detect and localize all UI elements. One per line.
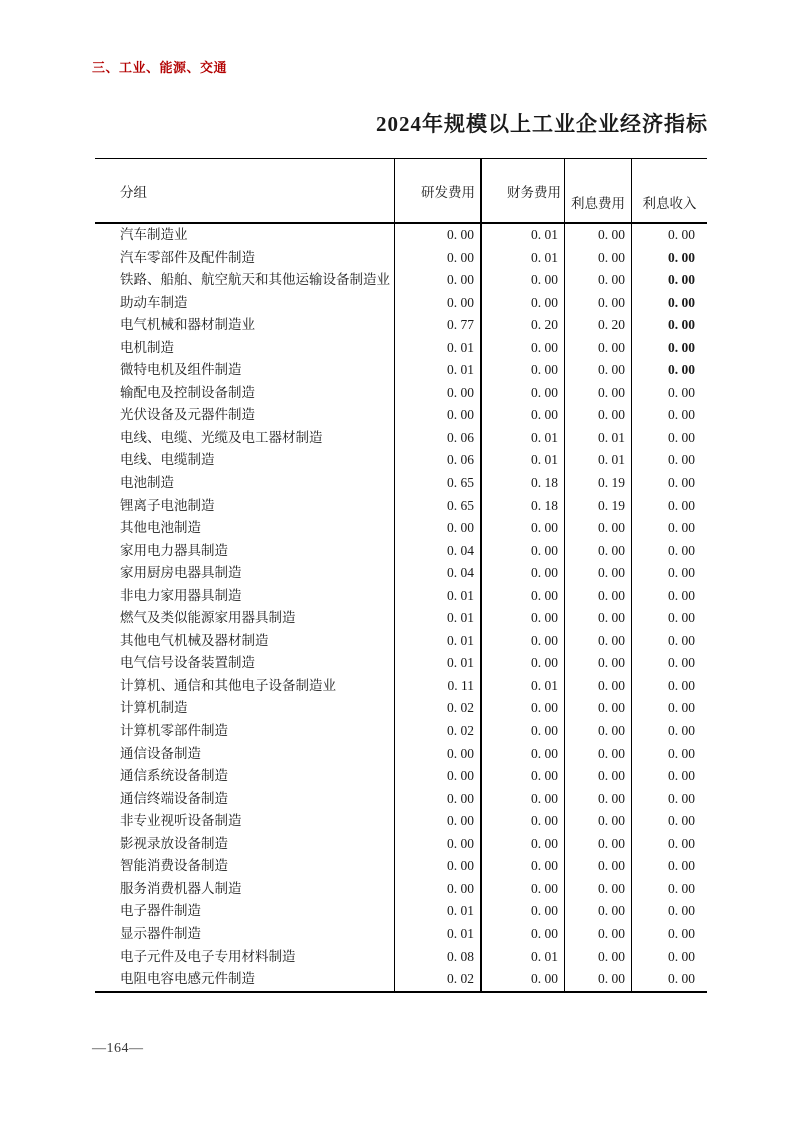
table-row [95,765,707,788]
cell-interest-expense: 0. 00 [565,540,632,563]
cell-interest-expense: 0. 00 [565,337,632,360]
row-label: 电气信号设备装置制造 [95,652,395,675]
cell-financial-expense: 0. 00 [482,788,565,811]
cell-interest-income: 0. 00 [668,723,695,739]
row-label: 智能消费设备制造 [95,855,395,878]
cell-financial-expense: 0. 00 [482,607,565,630]
cell-interest-income: 0. 00 [668,429,695,445]
cell-financial-expense: 0. 00 [482,923,565,946]
cell-rd-expense: 0. 00 [395,292,482,315]
cell-rd-expense: 0. 02 [395,697,482,720]
cell-financial-expense: 0. 01 [482,224,565,247]
row-label: 通信终端设备制造 [95,788,395,811]
page-number: —164— [92,1041,144,1056]
cell-rd-expense: 0. 02 [395,968,482,991]
cell-rd-expense: 0. 00 [395,788,482,811]
row-label: 其他电池制造 [95,517,395,540]
table-row [95,359,707,382]
cell-interest-expense: 0. 00 [565,900,632,923]
cell-interest-expense: 0. 00 [565,765,632,788]
cell-rd-expense: 0. 02 [395,720,482,743]
cell-interest-income: 0. 00 [668,520,695,536]
cell-financial-expense: 0. 00 [482,968,565,991]
cell-interest-expense: 0. 01 [565,427,632,450]
cell-interest-income: 0. 00 [668,813,695,829]
cell-interest-expense: 0. 00 [565,743,632,766]
row-label: 锂离子电池制造 [95,495,395,518]
cell-financial-expense: 0. 01 [482,247,565,270]
row-label: 影视录放设备制造 [95,833,395,856]
table-row [95,472,707,495]
cell-rd-expense: 0. 00 [395,833,482,856]
row-label: 家用电力器具制造 [95,540,395,563]
table-row [95,314,707,337]
table-row [95,968,707,991]
cell-rd-expense: 0. 77 [395,314,482,337]
cell-financial-expense: 0. 00 [482,743,565,766]
row-label: 电阻电容电感元件制造 [95,968,395,991]
cell-interest-expense: 0. 00 [565,697,632,720]
cell-rd-expense: 0. 00 [395,382,482,405]
cell-rd-expense: 0. 04 [395,540,482,563]
table-row [95,269,707,292]
cell-interest-expense: 0. 00 [565,382,632,405]
row-label: 计算机零部件制造 [95,720,395,743]
table-row [95,833,707,856]
cell-interest-income: 0. 00 [668,317,695,333]
table-row [95,449,707,472]
cell-financial-expense: 0. 00 [482,697,565,720]
cell-interest-income: 0. 00 [668,362,695,378]
cell-rd-expense: 0. 00 [395,404,482,427]
table-row [95,878,707,901]
cell-financial-expense: 0. 00 [482,562,565,585]
cell-interest-income: 0. 00 [668,452,695,468]
cell-interest-expense: 0. 01 [565,449,632,472]
cell-interest-expense: 0. 00 [565,562,632,585]
row-label: 显示器件制造 [95,923,395,946]
cell-rd-expense: 0. 04 [395,562,482,585]
cell-rd-expense: 0. 01 [395,652,482,675]
cell-financial-expense: 0. 01 [482,675,565,698]
cell-interest-income: 0. 00 [668,768,695,784]
cell-financial-expense: 0. 00 [482,585,565,608]
cell-rd-expense: 0. 00 [395,878,482,901]
row-label: 光伏设备及元器件制造 [95,404,395,427]
cell-interest-expense: 0. 00 [565,652,632,675]
cell-rd-expense: 0. 01 [395,630,482,653]
cell-interest-income: 0. 00 [668,677,695,693]
row-label: 电子元件及电子专用材料制造 [95,946,395,969]
cell-financial-expense: 0. 00 [482,765,565,788]
cell-financial-expense: 0. 00 [482,337,565,360]
cell-financial-expense: 0. 00 [482,720,565,743]
cell-rd-expense: 0. 01 [395,923,482,946]
cell-interest-income: 0. 00 [668,610,695,626]
table-row [95,788,707,811]
cell-financial-expense: 0. 00 [482,810,565,833]
section-header: 三、工业、能源、交通 [92,60,228,75]
table-row [95,900,707,923]
cell-interest-income: 0. 00 [668,971,695,987]
row-label: 助动车制造 [95,292,395,315]
cell-interest-income: 0. 00 [668,587,695,603]
cell-interest-income: 0. 00 [668,655,695,671]
cell-financial-expense: 0. 20 [482,314,565,337]
cell-rd-expense: 0. 00 [395,247,482,270]
cell-financial-expense: 0. 00 [482,382,565,405]
cell-financial-expense: 0. 01 [482,946,565,969]
cell-interest-income: 0. 00 [668,880,695,896]
cell-interest-expense: 0. 00 [565,517,632,540]
cell-interest-expense: 0. 00 [565,585,632,608]
table-row [95,495,707,518]
cell-interest-expense: 0. 00 [565,968,632,991]
cell-rd-expense: 0. 65 [395,472,482,495]
cell-rd-expense: 0. 11 [395,675,482,698]
cell-interest-income: 0. 00 [668,925,695,941]
cell-interest-income: 0. 00 [668,542,695,558]
cell-financial-expense: 0. 00 [482,540,565,563]
row-label: 铁路、船舶、航空航天和其他运输设备制造业 [95,269,395,292]
cell-rd-expense: 0. 06 [395,427,482,450]
cell-financial-expense: 0. 00 [482,292,565,315]
cell-interest-income: 0. 00 [668,475,695,491]
cell-interest-income: 0. 00 [668,227,695,242]
table-row [95,540,707,563]
cell-rd-expense: 0. 00 [395,765,482,788]
table-row [95,427,707,450]
cell-interest-expense: 0. 00 [565,630,632,653]
cell-interest-income: 0. 00 [668,790,695,806]
cell-interest-expense: 0. 00 [565,224,632,247]
row-label: 家用厨房电器具制造 [95,562,395,585]
column-header-interest-expense: 利息费用 [565,159,632,222]
cell-interest-expense: 0. 00 [565,675,632,698]
cell-interest-expense: 0. 00 [565,923,632,946]
row-label: 通信系统设备制造 [95,765,395,788]
cell-financial-expense: 0. 00 [482,833,565,856]
table-row [95,337,707,360]
cell-financial-expense: 0. 00 [482,878,565,901]
table-row [95,743,707,766]
cell-interest-expense: 0. 00 [565,247,632,270]
cell-interest-expense: 0. 00 [565,833,632,856]
cell-financial-expense: 0. 18 [482,495,565,518]
table-row [95,652,707,675]
row-label: 电线、电缆制造 [95,449,395,472]
cell-financial-expense: 0. 00 [482,517,565,540]
row-label: 非专业视听设备制造 [95,810,395,833]
table-row [95,517,707,540]
table-row [95,697,707,720]
cell-interest-income: 0. 00 [668,339,695,355]
row-label: 电子器件制造 [95,900,395,923]
cell-interest-expense: 0. 19 [565,472,632,495]
cell-rd-expense: 0. 00 [395,517,482,540]
column-header-interest-income: 利息收入 [642,196,697,211]
cell-interest-income: 0. 00 [668,384,695,400]
cell-interest-income: 0. 00 [668,858,695,874]
cell-interest-income: 0. 00 [668,249,695,265]
cell-interest-income: 0. 00 [668,565,695,581]
cell-financial-expense: 0. 01 [482,427,565,450]
cell-interest-expense: 0. 20 [565,314,632,337]
page-title: 2024年规模以上工业企业经济指标 [376,112,708,136]
row-label: 汽车制造业 [95,224,395,247]
table-row [95,720,707,743]
cell-financial-expense: 0. 00 [482,900,565,923]
table-row [95,562,707,585]
cell-interest-expense: 0. 00 [565,404,632,427]
cell-interest-income: 0. 00 [668,903,695,919]
row-label: 计算机制造 [95,697,395,720]
column-header-group: 分组 [95,159,395,222]
cell-rd-expense: 0. 00 [395,855,482,878]
cell-rd-expense: 0. 00 [395,743,482,766]
row-label: 电气机械和器材制造业 [95,314,395,337]
cell-rd-expense: 0. 01 [395,359,482,382]
cell-financial-expense: 0. 00 [482,855,565,878]
cell-interest-expense: 0. 19 [565,495,632,518]
cell-rd-expense: 0. 00 [395,810,482,833]
cell-rd-expense: 0. 01 [395,585,482,608]
cell-rd-expense: 0. 00 [395,224,482,247]
cell-rd-expense: 0. 65 [395,495,482,518]
cell-interest-expense: 0. 00 [565,607,632,630]
cell-rd-expense: 0. 01 [395,607,482,630]
table-row [95,675,707,698]
cell-rd-expense: 0. 00 [395,269,482,292]
row-label: 非电力家用器具制造 [95,585,395,608]
cell-rd-expense: 0. 08 [395,946,482,969]
cell-financial-expense: 0. 00 [482,652,565,675]
row-label: 计算机、通信和其他电子设备制造业 [95,675,395,698]
table-row [95,923,707,946]
row-label: 其他电气机械及器材制造 [95,630,395,653]
table-row [95,607,707,630]
row-label: 服务消费机器人制造 [95,878,395,901]
cell-interest-expense: 0. 00 [565,292,632,315]
row-label: 输配电及控制设备制造 [95,382,395,405]
row-label: 电机制造 [95,337,395,360]
cell-interest-expense: 0. 00 [565,946,632,969]
column-header-rd-expense: 研发费用 [395,159,482,222]
cell-rd-expense: 0. 01 [395,900,482,923]
table-row [95,946,707,969]
cell-interest-expense: 0. 00 [565,878,632,901]
cell-rd-expense: 0. 01 [395,337,482,360]
cell-interest-income: 0. 00 [668,948,695,964]
data-table [95,158,707,993]
cell-interest-expense: 0. 00 [565,855,632,878]
table-header [95,159,707,224]
cell-interest-expense: 0. 00 [565,810,632,833]
table-row [95,292,707,315]
cell-interest-income: 0. 00 [668,497,695,513]
table-body [95,224,707,991]
cell-interest-income: 0. 00 [668,272,695,288]
table-row [95,224,707,247]
table-row [95,855,707,878]
row-label: 电池制造 [95,472,395,495]
cell-financial-expense: 0. 00 [482,404,565,427]
table-row [95,382,707,405]
cell-interest-expense: 0. 00 [565,720,632,743]
cell-financial-expense: 0. 00 [482,269,565,292]
cell-interest-income: 0. 00 [668,407,695,423]
cell-financial-expense: 0. 01 [482,449,565,472]
table-row [95,630,707,653]
table-row [95,585,707,608]
cell-interest-expense: 0. 00 [565,788,632,811]
table-row [95,404,707,427]
row-label: 燃气及类似能源家用器具制造 [95,607,395,630]
row-label: 汽车零部件及配件制造 [95,247,395,270]
cell-rd-expense: 0. 06 [395,449,482,472]
row-label: 微特电机及组件制造 [95,359,395,382]
cell-interest-income: 0. 00 [668,632,695,648]
cell-interest-expense: 0. 00 [565,359,632,382]
cell-interest-expense: 0. 00 [565,269,632,292]
cell-financial-expense: 0. 00 [482,359,565,382]
table-row [95,810,707,833]
cell-financial-expense: 0. 18 [482,472,565,495]
row-label: 电线、电缆、光缆及电工器材制造 [95,427,395,450]
cell-interest-income: 0. 00 [668,294,695,310]
cell-interest-income: 0. 00 [668,745,695,761]
cell-financial-expense: 0. 00 [482,630,565,653]
cell-interest-income: 0. 00 [668,835,695,851]
row-label: 通信设备制造 [95,743,395,766]
cell-interest-income: 0. 00 [668,700,695,716]
column-header-financial-expense: 财务费用 [482,159,565,222]
table-row [95,247,707,270]
